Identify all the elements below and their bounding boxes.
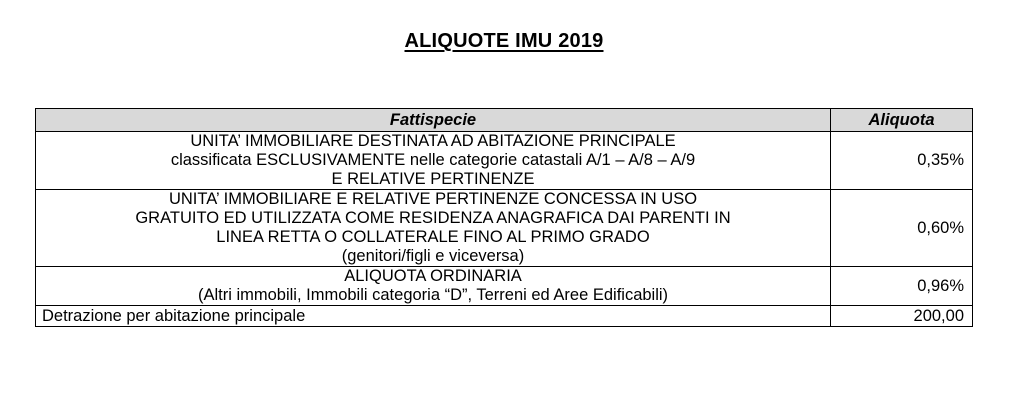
fattispecie-cell — [36, 132, 831, 190]
detrazione-label: Detrazione per abitazione principale — [36, 306, 831, 327]
table-row — [36, 132, 973, 190]
fattispecie-line: (genitori/figli e viceversa) — [341, 247, 525, 265]
aliquota-cell: 0,96% — [831, 267, 973, 306]
imu-rates-table — [35, 108, 973, 327]
table-row — [36, 190, 973, 267]
fattispecie-line: GRATUITO ED UTILIZZATA COME RESIDENZA ANAGRAFICA DAI PARENTI IN — [135, 209, 731, 227]
aliquota-cell: 0,35% — [831, 132, 973, 190]
fattispecie-line: LINEA RETTA O COLLATERALE FINO AL PRIMO GRADO — [216, 228, 650, 246]
fattispecie-line: (Altri immobili, Immobili categoria “D”, Terreni ed Aree Edificabili) — [197, 286, 669, 304]
page-title: ALIQUOTE IMU 2019 — [404, 30, 604, 52]
aliquota-cell: 0,60% — [831, 190, 973, 267]
detrazione-value: 200,00 — [831, 306, 973, 327]
fattispecie-line: E RELATIVE PERTINENZE — [331, 170, 535, 188]
table-row — [36, 267, 973, 306]
fattispecie-line: ALIQUOTA ORDINARIA — [344, 267, 522, 285]
header-fattispecie: Fattispecie — [36, 109, 831, 132]
fattispecie-line: classificata ESCLUSIVAMENTE nelle categorie catastali A/1 – A/8 – A/9 — [170, 151, 696, 169]
fattispecie-line: UNITA’ IMMOBILIARE DESTINATA AD ABITAZIONE PRINCIPALE — [190, 132, 676, 150]
fattispecie-cell — [36, 190, 831, 267]
fattispecie-line: UNITA’ IMMOBILIARE E RELATIVE PERTINENZE CONCESSA IN USO — [168, 190, 698, 208]
fattispecie-cell — [36, 267, 831, 306]
table-header-row — [36, 109, 973, 132]
detrazione-row — [36, 306, 973, 327]
header-aliquota: Aliquota — [831, 109, 973, 132]
